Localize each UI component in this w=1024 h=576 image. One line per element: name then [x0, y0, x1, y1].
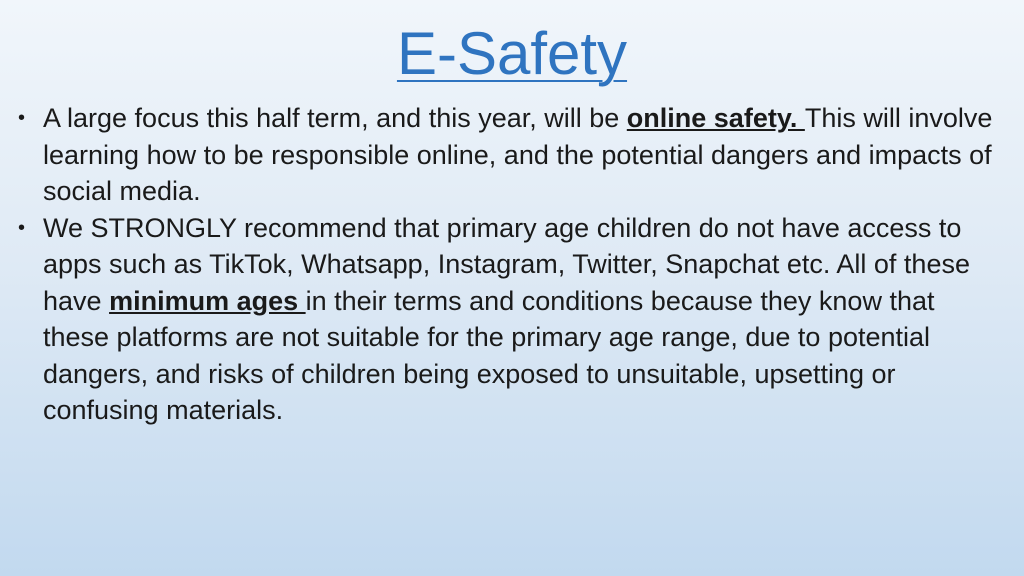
bullet-text-before: We STRONGLY recommend that primary age children do not have access to apps such as TikTok, Whatsapp, Instagram, Twitter, Snapchat etc. All of these have	[43, 212, 970, 316]
bullet-text-before: A large focus this half term, and this year, will be	[43, 103, 627, 133]
bullet-list	[18, 100, 993, 429]
bullet-emphasis-minimum-ages: minimum ages	[109, 285, 306, 316]
bullet-item-minimum-ages	[18, 210, 993, 429]
bullet-dot-icon: •	[18, 107, 26, 129]
bullet-text-after: in their terms and conditions because they know that these platforms are not suitable for the primary age range, due to potential dangers, and risks of children being exposed to unsuitable, upsetting or confusing materials.	[43, 285, 935, 425]
bullet-emphasis-online-safety: online safety.	[626, 103, 805, 133]
bullet-text-after: This will involve learning how to be responsible online, and the potential dangers and impacts of social media.	[43, 103, 993, 206]
bullet-dot-icon: •	[18, 216, 26, 239]
bullet-item-online-safety	[18, 100, 993, 210]
slide-title: E-Safety	[396, 20, 628, 87]
